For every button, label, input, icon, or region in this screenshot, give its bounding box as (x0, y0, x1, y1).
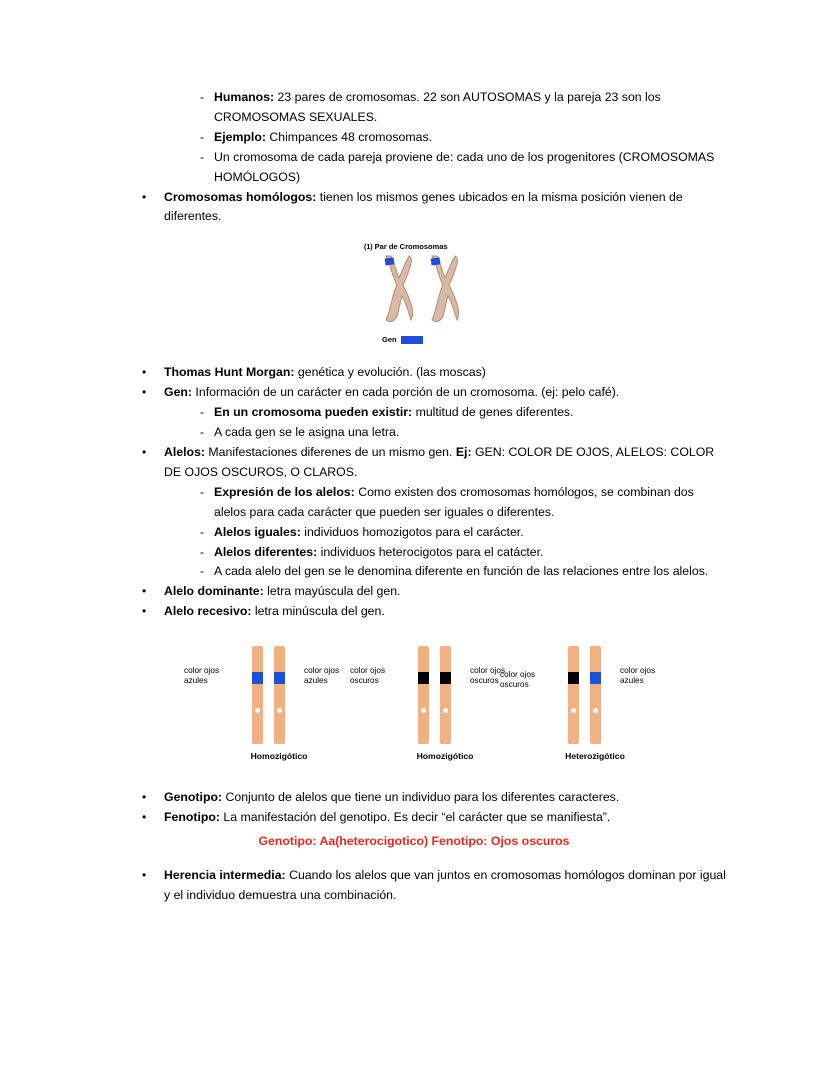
chromatid-bar (590, 646, 601, 744)
list-item-strong-2: Ej: (455, 444, 472, 459)
chromosome-pair-graphic (380, 254, 466, 324)
allele-band (274, 672, 285, 684)
chromosome-icon (426, 254, 460, 324)
allele-label-left: color ojos oscuros (500, 670, 536, 690)
list-item-rest: Manifestaciones diferenes de un mismo gen. (205, 444, 456, 459)
list-item-strong: Alelos diferentes: (214, 544, 318, 559)
list-item-text (164, 866, 728, 906)
list-item-text: Un cromosoma de cada pareja proviene de: cada uno de los progenitores (CROMOSOMAS HOMÓLOGOS) (214, 149, 715, 184)
list-item-morgan (136, 363, 728, 383)
list-item-strong: Alelo dominante: (164, 584, 264, 599)
list-item (186, 543, 728, 563)
list-item-strong: Genotipo: (164, 790, 223, 805)
bullet-marker: • (142, 189, 147, 204)
dash-marker: - (200, 524, 204, 539)
list-item-text (164, 363, 728, 383)
bullet-marker: • (142, 604, 147, 619)
list-item (186, 483, 728, 523)
list-item-strong: Fenotipo: (164, 810, 221, 825)
list-item-rest: Información de un carácter en cada porción de un cromosoma. (ej: pelo café). (192, 385, 620, 400)
allele-label-right: color ojos oscuros (470, 666, 506, 686)
list-item-rest: genética y evolución. (las moscas) (294, 365, 486, 380)
list-item-strong: Alelo recesivo: (164, 604, 252, 619)
list-item-text (214, 543, 728, 563)
bullet-marker: • (142, 385, 147, 400)
list-item-strong: Cromosomas homólogos: (164, 189, 317, 204)
list-item-alelos (136, 443, 728, 483)
list-item-genotipo (136, 788, 728, 808)
list-item-rest: letra mayúscula del gen. (263, 584, 401, 599)
dash-marker: - (200, 544, 204, 559)
chromatid-bar (252, 646, 263, 744)
zygote-caption: Homozigótico (250, 751, 308, 762)
dash-marker: - (200, 405, 204, 420)
list-item-gen (136, 383, 728, 403)
list-item-text (214, 523, 728, 543)
zygote-caption: Heterozigótico (565, 751, 625, 762)
figure-caption-top (364, 241, 448, 253)
zygote-caption: Homozigótico (416, 751, 474, 762)
list-item-alelo-recesivo (136, 602, 728, 622)
list-item-strong: Gen: (164, 385, 193, 400)
list-item-rest: individuos homozigotos para el carácter. (300, 524, 524, 539)
dash-marker: - (200, 564, 204, 579)
allele-label-right: color ojos azules (304, 666, 340, 686)
dash-marker: - (200, 90, 204, 104)
list-item-rest: Como existen dos cromosomas homólogos, se combinan dos alelos para cada carácter que pueden ser iguales o diferentes. (214, 484, 694, 519)
zygote-group (500, 638, 690, 778)
chromatid-pair (562, 646, 608, 744)
figure-index: (1) (364, 244, 373, 252)
chromatid-pair (412, 646, 458, 744)
bullet-marker: • (142, 790, 147, 805)
figure-title: Par de Cromosomas (374, 242, 448, 252)
document-body (100, 88, 728, 906)
allele-label-left: color ojos azules (184, 666, 220, 686)
chromatid-bar (568, 646, 579, 744)
list-item-strong: Thomas Hunt Morgan: (164, 365, 295, 380)
allele-band (590, 672, 601, 684)
list-item-rest: 23 pares de cromosomas. 22 son AUTOSOMAS y la pareja 23 son los CROMOSOMAS SEXUALES. (214, 90, 661, 124)
list-item-text (164, 808, 728, 828)
list-item-rest: Cuando los alelos que van juntos en cromosomas homólogos dominan por igual y el individuo demuestra una combinación. (164, 867, 726, 902)
list-item (186, 88, 728, 128)
list-item-text (164, 602, 728, 622)
figure-legend-gen (382, 334, 423, 346)
chromatid-bar (418, 646, 429, 744)
bullet-marker: • (142, 444, 147, 459)
list-item-text (214, 403, 728, 423)
list-item-rest: Conjunto de alelos que tiene un individuo para los diferentes caracteres. (222, 790, 620, 805)
list-item-rest-2: GEN: COLOR DE OJOS, ALELOS: COLOR DE OJOS OSCUROS, O CLAROS. (164, 444, 715, 479)
bullet-marker: • (142, 584, 147, 599)
list-item-rest: individuos heterocigotos para el catácter. (317, 544, 544, 559)
figure-zygote-combinations (100, 638, 728, 778)
bullet-marker: • (142, 365, 147, 380)
allele-label-right: color ojos azules (620, 666, 656, 686)
list-item (186, 403, 728, 423)
list-item-herencia-intermedia (136, 866, 728, 906)
list-item-strong: Humanos: (214, 90, 275, 104)
list-item-strong: En un cromosoma pueden existir: (214, 405, 413, 420)
list-item-strong: Alelos iguales: (214, 524, 301, 539)
list-item-rest: Chimpances 48 cromosomas. (265, 129, 433, 144)
list-item-text (214, 128, 728, 148)
bullet-marker: • (142, 867, 147, 882)
list-item-strong: Alelos: (164, 444, 205, 459)
dash-marker: - (200, 129, 204, 144)
list-item-rest: letra minúscula del gen. (251, 604, 385, 619)
list-item-text (164, 788, 728, 808)
list-item-strong: Herencia intermedia: (164, 867, 286, 882)
chromatid-pair (246, 646, 292, 744)
list-item-rest: multitud de genes diferentes. (412, 405, 574, 420)
list-item-text (164, 443, 728, 483)
list-item (186, 128, 728, 148)
list-item-text (164, 383, 728, 403)
list-item-fenotipo (136, 808, 728, 828)
chromatid-bar (274, 646, 285, 744)
list-item-rest: La manifestación del genotipo. Es decir “el carácter que se manifiesta”. (220, 810, 611, 825)
highlighted-note: Genotipo: Aa(heterocigotico) Fenotipo: Ojos oscuros (258, 833, 570, 848)
dash-marker: - (200, 484, 204, 499)
chromatid-bar (440, 646, 451, 744)
dash-marker: - (200, 149, 204, 164)
list-item-strong: Expresión de los alelos: (214, 484, 355, 499)
list-item-alelo-dominante (136, 582, 728, 602)
gen-label: Gen (382, 335, 397, 345)
chromosome-icon (380, 254, 414, 324)
allele-band (568, 672, 579, 684)
allele-band (252, 672, 263, 684)
dash-marker: - (200, 425, 204, 440)
list-item-text (214, 483, 728, 523)
list-item-rest: tienen los mismos genes ubicados en la misma posición vienen de diferentes. (164, 189, 683, 224)
list-item-text: A cada gen se le asigna una letra. (214, 425, 400, 440)
list-item (186, 148, 728, 188)
list-item (186, 423, 728, 443)
allele-label-left: color ojos oscuros (350, 666, 386, 686)
allele-band (418, 672, 429, 684)
list-item-text (164, 188, 728, 228)
list-item-cromosomas-homologos (136, 188, 728, 228)
figure-chromosome-pair (100, 241, 728, 353)
list-item-text (214, 88, 728, 128)
list-item-text: A cada alelo del gen se le denomina diferente en función de las relaciones entre los alelos. (214, 564, 709, 579)
bullet-marker: • (142, 810, 147, 825)
list-item-text (164, 582, 728, 602)
list-item (186, 523, 728, 543)
gene-color-swatch (401, 336, 423, 344)
list-item-strong: Ejemplo: (214, 129, 266, 144)
list-item (186, 562, 728, 582)
zygote-group (184, 638, 374, 778)
allele-band (440, 672, 451, 684)
